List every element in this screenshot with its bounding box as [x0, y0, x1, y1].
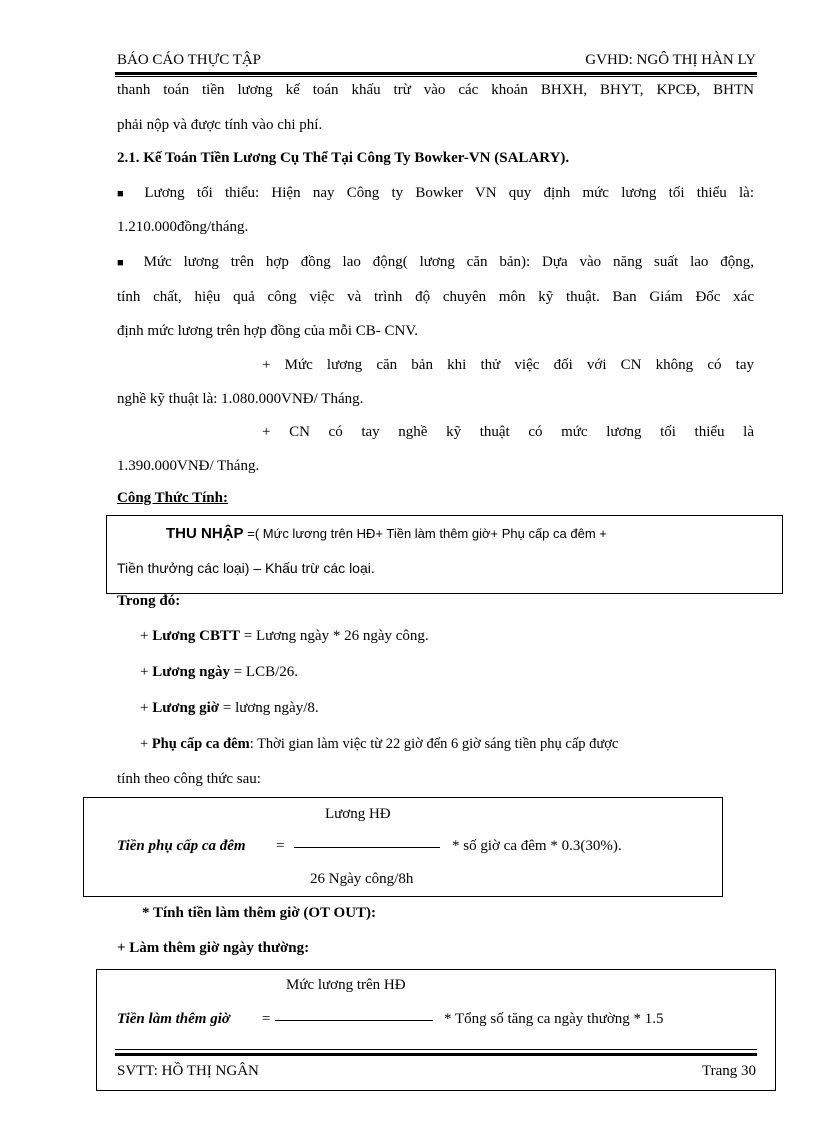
night-eq: =	[276, 838, 285, 854]
item-luong-ngay	[140, 664, 298, 681]
item-def: = Lương ngày * 26 ngày công.	[239, 628, 429, 644]
item-plus: +	[140, 664, 153, 680]
bullet-1-text: Lương tối thiểu: Hiện nay Công ty Bowker VN quy định mức lương tối thiểu là:	[144, 185, 755, 201]
bullet-icon: ■	[117, 188, 133, 200]
bullet-1-line-1	[117, 185, 754, 202]
night-cont: tính theo công thức sau:	[117, 771, 261, 787]
income-line-1	[166, 525, 607, 543]
night-fraction-bar	[294, 847, 440, 848]
bullet-2-line-3: định mức lương trên hợp đồng của mỗi CB- CNV.	[117, 323, 418, 339]
footer-left: SVTT: HỒ THỊ NGÂN	[117, 1063, 259, 1079]
bullet-icon: ■	[117, 257, 132, 269]
item-def: : Thời gian làm việc từ 22 giờ đến 6 giờ sáng tiền phụ cấp được	[249, 736, 619, 752]
header-right: GVHD: NGÔ THỊ HÀN LY	[585, 52, 756, 68]
ot-heading: * Tính tiền làm thêm giờ (OT OUT):	[142, 905, 377, 921]
bullet-1-line-2: 1.210.000đồng/tháng.	[117, 219, 249, 235]
section-heading: 2.1. Kế Toán Tiền Lương Cụ Thể Tại Công Ty Bowker-VN (SALARY).	[117, 150, 570, 166]
income-label: THU NHẬP	[166, 525, 244, 542]
para-1-line-1: thanh toán tiền lương kế toán khấu trừ vào các khoản BHXH, BHYT, KPCĐ, BHTN	[117, 82, 754, 98]
ot-eq: =	[262, 1011, 271, 1027]
item-plus: +	[140, 700, 153, 716]
indent-2-line-1: + CN có tay nghề kỹ thuật có mức lương tối thiểu là	[262, 424, 754, 440]
item-term: Lương CBTT	[152, 628, 240, 644]
night-rhs: * số giờ ca đêm * 0.3(30%).	[452, 838, 622, 854]
formula-heading: Công Thức Tính:	[117, 490, 228, 506]
night-lhs: Tiền phụ cấp ca đêm	[117, 838, 246, 854]
bullet-2-text: Mức lương trên hợp đồng lao động( lương căn bản): Dựa vào năng suất lao động,	[143, 254, 755, 270]
item-plus: +	[140, 736, 152, 752]
where-label: Trong đó:	[117, 593, 181, 609]
bullet-2-line-1	[117, 254, 754, 271]
para-1-line-2: phải nộp và được tính vào chi phí.	[117, 117, 323, 133]
ot-subheading: + Làm thêm giờ ngày thường:	[117, 940, 310, 956]
item-def: = lương ngày/8.	[219, 700, 319, 716]
item-lcbtt	[140, 628, 429, 645]
indent-2-line-2: 1.390.000VNĐ/ Tháng.	[117, 458, 260, 474]
night-numerator: Lương HĐ	[325, 806, 391, 822]
item-plus: +	[140, 628, 153, 644]
header-rule-thin	[115, 76, 757, 77]
footer-rule-thin	[115, 1049, 757, 1050]
header-left: BÁO CÁO THỰC TẬP	[117, 52, 262, 68]
item-term: Lương ngày	[152, 664, 230, 680]
item-luong-gio	[140, 700, 319, 717]
item-def: = LCB/26.	[229, 664, 299, 680]
footer-rule	[115, 1053, 757, 1056]
ot-fraction-bar	[275, 1020, 433, 1021]
item-phu-cap	[140, 736, 618, 753]
header-rule	[115, 72, 757, 75]
bullet-2-line-2: tính chất, hiệu quả công việc và trình độ chuyên môn kỹ thuật. Ban Giám Đốc xác	[117, 289, 754, 305]
income-line-2: Tiền thưởng các loại) – Khấu trừ các loại.	[117, 560, 375, 576]
indent-1-line-2: nghề kỹ thuật là: 1.080.000VNĐ/ Tháng.	[117, 391, 364, 407]
ot-rhs: * Tổng số tăng ca ngày thường * 1.5	[444, 1011, 664, 1027]
item-term: Lương giờ	[152, 700, 220, 716]
night-denominator: 26 Ngày công/8h	[310, 871, 414, 887]
item-term: Phụ cấp ca đêm	[151, 736, 250, 752]
ot-numerator: Mức lương trên HĐ	[286, 977, 406, 993]
indent-1-line-1: + Mức lương căn bản khi thử việc đối với CN không có tay	[262, 357, 754, 373]
ot-lhs: Tiền làm thêm giờ	[117, 1011, 230, 1027]
page-number: Trang 30	[701, 1063, 756, 1079]
income-expression: =( Mức lương trên HĐ+ Tiền làm thêm giờ+ Phụ cấp ca đêm +	[247, 526, 607, 541]
